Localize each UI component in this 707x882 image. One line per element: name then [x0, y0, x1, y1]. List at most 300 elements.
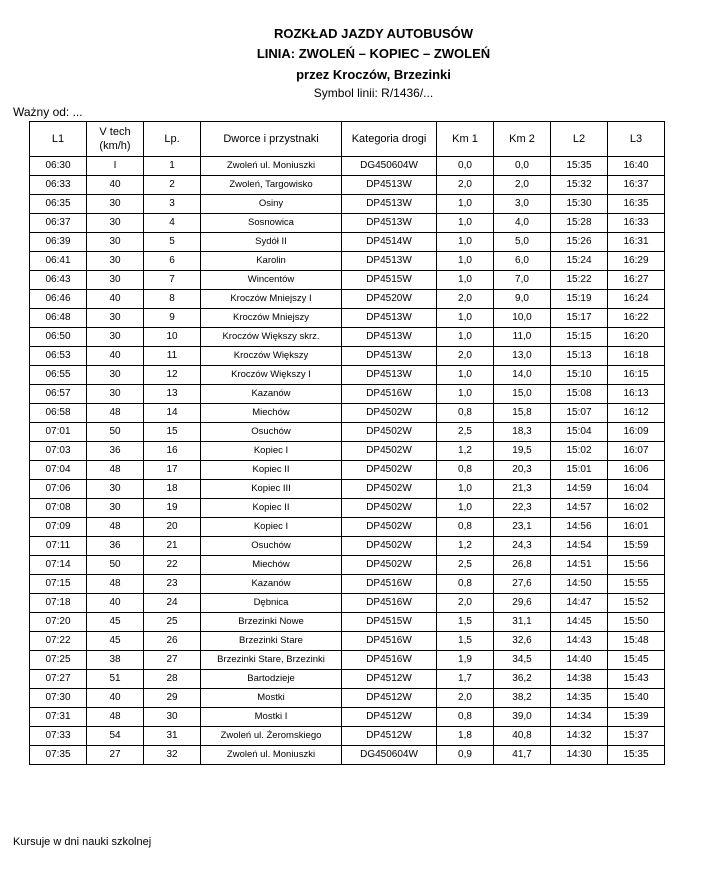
table-cell: 40	[87, 290, 144, 309]
table-cell: 14:51	[551, 556, 608, 575]
table-cell: Brzezinki Stare, Brzezinki	[201, 651, 342, 670]
table-cell: 13	[144, 385, 201, 404]
table-cell: 26,8	[494, 556, 551, 575]
table-cell: DP4512W	[342, 670, 437, 689]
timetable-title: ROZKŁAD JAZDY AUTOBUSÓW	[273, 26, 474, 41]
table-cell: DP4512W	[342, 708, 437, 727]
table-row	[30, 575, 665, 594]
table-cell: 15:07	[551, 404, 608, 423]
table-cell: 1,0	[437, 385, 494, 404]
table-cell: DP4512W	[342, 689, 437, 708]
table-cell: DP4513W	[342, 252, 437, 271]
table-cell: 1,9	[437, 651, 494, 670]
table-row	[30, 176, 665, 195]
table-cell: 3	[144, 195, 201, 214]
table-cell: 14:50	[551, 575, 608, 594]
table-cell: 1,0	[437, 195, 494, 214]
table-cell: 16:07	[608, 442, 665, 461]
table-cell: 15:35	[608, 746, 665, 765]
table-cell: 0,8	[437, 518, 494, 537]
table-cell: Bartodzieje	[201, 670, 342, 689]
column-header: Kategoria drogi	[342, 122, 437, 157]
table-cell: 1,2	[437, 537, 494, 556]
table-cell: 54	[87, 727, 144, 746]
table-cell: Kroczów Większy I	[201, 366, 342, 385]
table-cell: DP4513W	[342, 366, 437, 385]
table-cell: Kroczów Mniejszy I	[201, 290, 342, 309]
table-cell: DP4516W	[342, 651, 437, 670]
table-cell: 15:08	[551, 385, 608, 404]
table-cell: DP4513W	[342, 195, 437, 214]
table-cell: 2,5	[437, 423, 494, 442]
table-row	[30, 233, 665, 252]
table-row	[30, 195, 665, 214]
table-cell: 0,8	[437, 404, 494, 423]
table-cell: 16:18	[608, 347, 665, 366]
table-cell: Osuchów	[201, 537, 342, 556]
table-cell: 07:22	[30, 632, 87, 651]
table-cell: 34,5	[494, 651, 551, 670]
table-cell: 40	[87, 689, 144, 708]
table-cell: 19,5	[494, 442, 551, 461]
table-cell: 39,0	[494, 708, 551, 727]
table-cell: 16:06	[608, 461, 665, 480]
table-row	[30, 480, 665, 499]
table-cell: 2,0	[437, 176, 494, 195]
table-cell: 31	[144, 727, 201, 746]
table-cell: 12	[144, 366, 201, 385]
table-cell: 14:57	[551, 499, 608, 518]
table-cell: 14,0	[494, 366, 551, 385]
table-cell: Sydół II	[201, 233, 342, 252]
table-cell: 14:32	[551, 727, 608, 746]
table-cell: 15:35	[551, 157, 608, 176]
table-cell: 7,0	[494, 271, 551, 290]
table-cell: 16:40	[608, 157, 665, 176]
table-cell: 1,0	[437, 366, 494, 385]
table-cell: 15:10	[551, 366, 608, 385]
table-cell: DP4520W	[342, 290, 437, 309]
table-cell: 20,3	[494, 461, 551, 480]
table-row	[30, 423, 665, 442]
table-cell: 11	[144, 347, 201, 366]
table-header-row	[30, 122, 665, 157]
table-cell: 07:31	[30, 708, 87, 727]
table-cell: 15:17	[551, 309, 608, 328]
table-cell: 15:56	[608, 556, 665, 575]
table-cell: DP4502W	[342, 480, 437, 499]
table-cell: 30	[87, 271, 144, 290]
table-cell: 1,5	[437, 632, 494, 651]
table-cell: 30	[87, 328, 144, 347]
table-cell: 15:32	[551, 176, 608, 195]
table-cell: 16:35	[608, 195, 665, 214]
table-cell: 06:37	[30, 214, 87, 233]
table-cell: DP4502W	[342, 499, 437, 518]
table-cell: 07:11	[30, 537, 87, 556]
table-cell: Zwoleń, Targowisko	[201, 176, 342, 195]
table-cell: Kazanów	[201, 385, 342, 404]
table-cell: 31,1	[494, 613, 551, 632]
table-cell: DP4515W	[342, 271, 437, 290]
table-cell: Kroczów Większy	[201, 347, 342, 366]
table-cell: 1,0	[437, 233, 494, 252]
table-row	[30, 537, 665, 556]
table-cell: 28	[144, 670, 201, 689]
table-cell: I	[87, 157, 144, 176]
column-header: Dworce i przystnaki	[201, 122, 342, 157]
table-cell: 30	[87, 214, 144, 233]
table-cell: DP4513W	[342, 309, 437, 328]
table-cell: Zwoleń ul. Moniuszki	[201, 746, 342, 765]
table-cell: 30	[87, 233, 144, 252]
table-cell: 13,0	[494, 347, 551, 366]
table-cell: 1,0	[437, 499, 494, 518]
table-cell: 16:20	[608, 328, 665, 347]
table-cell: 36,2	[494, 670, 551, 689]
table-cell: 4	[144, 214, 201, 233]
table-cell: 1	[144, 157, 201, 176]
table-cell: 0,8	[437, 575, 494, 594]
table-cell: 15:48	[608, 632, 665, 651]
table-cell: 15:02	[551, 442, 608, 461]
table-cell: Kroczów Mniejszy	[201, 309, 342, 328]
table-cell: 30	[144, 708, 201, 727]
table-cell: 06:41	[30, 252, 87, 271]
table-cell: 15:50	[608, 613, 665, 632]
table-cell: 16:24	[608, 290, 665, 309]
table-cell: 14:54	[551, 537, 608, 556]
table-cell: 16:04	[608, 480, 665, 499]
table-row	[30, 309, 665, 328]
table-cell: 5	[144, 233, 201, 252]
table-row	[30, 366, 665, 385]
table-cell: 30	[87, 499, 144, 518]
table-cell: DG450604W	[342, 157, 437, 176]
table-cell: 06:35	[30, 195, 87, 214]
table-row	[30, 347, 665, 366]
table-row	[30, 632, 665, 651]
table-cell: Zwoleń ul. Moniuszki	[201, 157, 342, 176]
table-row	[30, 461, 665, 480]
table-row	[30, 328, 665, 347]
table-cell: 16:12	[608, 404, 665, 423]
table-cell: 2,0	[437, 290, 494, 309]
table-cell: 1,8	[437, 727, 494, 746]
table-cell: 38,2	[494, 689, 551, 708]
table-cell: Zwoleń ul. Żeromskiego	[201, 727, 342, 746]
table-cell: DP4516W	[342, 575, 437, 594]
table-cell: 16:01	[608, 518, 665, 537]
table-cell: 17	[144, 461, 201, 480]
table-cell: 30	[87, 309, 144, 328]
table-cell: 15:55	[608, 575, 665, 594]
table-row	[30, 499, 665, 518]
table-cell: 21,3	[494, 480, 551, 499]
table-cell: 16:22	[608, 309, 665, 328]
table-cell: DP4502W	[342, 442, 437, 461]
table-row	[30, 556, 665, 575]
table-row	[30, 670, 665, 689]
table-cell: 15:30	[551, 195, 608, 214]
table-cell: 14:38	[551, 670, 608, 689]
table-row	[30, 651, 665, 670]
table-cell: 6,0	[494, 252, 551, 271]
table-cell: 30	[87, 480, 144, 499]
table-cell: 0,8	[437, 461, 494, 480]
table-cell: 15:28	[551, 214, 608, 233]
table-cell: DP4513W	[342, 214, 437, 233]
table-cell: 10,0	[494, 309, 551, 328]
table-cell: 38	[87, 651, 144, 670]
table-cell: Wincentów	[201, 271, 342, 290]
table-cell: 9,0	[494, 290, 551, 309]
table-cell: 07:09	[30, 518, 87, 537]
table-cell: 24	[144, 594, 201, 613]
timetable	[29, 121, 665, 765]
table-cell: Brzezinki Stare	[201, 632, 342, 651]
table-cell: 1,0	[437, 271, 494, 290]
table-cell: 14:30	[551, 746, 608, 765]
table-cell: 16:02	[608, 499, 665, 518]
table-cell: 1,2	[437, 442, 494, 461]
table-cell: 45	[87, 632, 144, 651]
table-row	[30, 689, 665, 708]
table-cell: 07:27	[30, 670, 87, 689]
table-cell: 2	[144, 176, 201, 195]
table-cell: 1,0	[437, 328, 494, 347]
table-cell: 07:25	[30, 651, 87, 670]
table-cell: 18,3	[494, 423, 551, 442]
table-cell: 16:29	[608, 252, 665, 271]
table-cell: 1,0	[437, 214, 494, 233]
table-cell: 0,8	[437, 708, 494, 727]
table-cell: 27	[87, 746, 144, 765]
table-cell: 22,3	[494, 499, 551, 518]
table-cell: Karolin	[201, 252, 342, 271]
table-cell: 15,0	[494, 385, 551, 404]
table-cell: 1,0	[437, 480, 494, 499]
table-cell: 15:39	[608, 708, 665, 727]
table-cell: 07:08	[30, 499, 87, 518]
table-cell: 06:33	[30, 176, 87, 195]
table-cell: 27	[144, 651, 201, 670]
table-cell: 14:47	[551, 594, 608, 613]
table-cell: DP4502W	[342, 518, 437, 537]
route-via: przez Kroczów, Brzezinki	[296, 67, 451, 82]
table-cell: DP4513W	[342, 347, 437, 366]
table-cell: 48	[87, 404, 144, 423]
table-cell: 40	[87, 594, 144, 613]
table-cell: 1,7	[437, 670, 494, 689]
table-cell: 15:59	[608, 537, 665, 556]
table-cell: 0,9	[437, 746, 494, 765]
column-header: L1	[30, 122, 87, 157]
table-cell: 1,0	[437, 309, 494, 328]
table-row	[30, 708, 665, 727]
table-cell: DP4502W	[342, 461, 437, 480]
table-cell: 45	[87, 613, 144, 632]
table-cell: 07:20	[30, 613, 87, 632]
table-cell: 06:50	[30, 328, 87, 347]
table-cell: 19	[144, 499, 201, 518]
table-cell: 06:46	[30, 290, 87, 309]
table-cell: 06:57	[30, 385, 87, 404]
table-cell: DP4512W	[342, 727, 437, 746]
table-row	[30, 252, 665, 271]
table-cell: Miechów	[201, 556, 342, 575]
table-cell: 8	[144, 290, 201, 309]
table-cell: 30	[87, 252, 144, 271]
column-header: Km 1	[437, 122, 494, 157]
table-row	[30, 385, 665, 404]
table-cell: 15:15	[551, 328, 608, 347]
table-cell: 15:43	[608, 670, 665, 689]
table-cell: 14:43	[551, 632, 608, 651]
table-cell: Miechów	[201, 404, 342, 423]
table-cell: 15:19	[551, 290, 608, 309]
table-row	[30, 613, 665, 632]
table-cell: 9	[144, 309, 201, 328]
table-cell: DP4502W	[342, 423, 437, 442]
table-cell: 0,0	[437, 157, 494, 176]
table-cell: 07:03	[30, 442, 87, 461]
table-cell: 24,3	[494, 537, 551, 556]
table-cell: 26	[144, 632, 201, 651]
table-cell: DP4513W	[342, 176, 437, 195]
table-cell: 11,0	[494, 328, 551, 347]
table-cell: 16:09	[608, 423, 665, 442]
table-cell: 14:35	[551, 689, 608, 708]
table-cell: 30	[87, 195, 144, 214]
table-row	[30, 214, 665, 233]
table-cell: 06:39	[30, 233, 87, 252]
table-cell: 3,0	[494, 195, 551, 214]
table-cell: 15:37	[608, 727, 665, 746]
table-row	[30, 290, 665, 309]
table-cell: 07:33	[30, 727, 87, 746]
table-cell: Kopiec I	[201, 442, 342, 461]
table-cell: 15:52	[608, 594, 665, 613]
line-symbol: Symbol linii: R/1436/...	[313, 86, 434, 100]
table-cell: 07:18	[30, 594, 87, 613]
table-cell: Brzezinki Nowe	[201, 613, 342, 632]
table-cell: Kopiec II	[201, 461, 342, 480]
table-cell: 15,8	[494, 404, 551, 423]
table-cell: Kopiec I	[201, 518, 342, 537]
table-cell: 40	[87, 176, 144, 195]
table-cell: 14:56	[551, 518, 608, 537]
table-cell: DP4515W	[342, 613, 437, 632]
table-cell: 2,0	[437, 594, 494, 613]
table-cell: 15:01	[551, 461, 608, 480]
table-cell: 41,7	[494, 746, 551, 765]
table-cell: DP4502W	[342, 537, 437, 556]
table-cell: 15:13	[551, 347, 608, 366]
table-cell: DP4516W	[342, 594, 437, 613]
table-cell: 32,6	[494, 632, 551, 651]
table-cell: 07:35	[30, 746, 87, 765]
table-cell: 48	[87, 708, 144, 727]
table-cell: 14:45	[551, 613, 608, 632]
table-cell: 29	[144, 689, 201, 708]
table-cell: 4,0	[494, 214, 551, 233]
table-row	[30, 746, 665, 765]
table-cell: 16:31	[608, 233, 665, 252]
table-cell: DP4513W	[342, 328, 437, 347]
table-cell: 36	[87, 442, 144, 461]
table-cell: 1,0	[437, 252, 494, 271]
table-row	[30, 518, 665, 537]
table-cell: 2,0	[494, 176, 551, 195]
table-cell: 1,5	[437, 613, 494, 632]
table-row	[30, 442, 665, 461]
table-cell: 30	[87, 385, 144, 404]
table-cell: 06:53	[30, 347, 87, 366]
table-cell: 10	[144, 328, 201, 347]
table-cell: 27,6	[494, 575, 551, 594]
table-cell: 15:40	[608, 689, 665, 708]
table-cell: DP4502W	[342, 556, 437, 575]
table-cell: Kroczów Większy skrz.	[201, 328, 342, 347]
table-cell: 07:01	[30, 423, 87, 442]
table-row	[30, 727, 665, 746]
table-cell: 7	[144, 271, 201, 290]
table-cell: 2,5	[437, 556, 494, 575]
table-cell: 06:48	[30, 309, 87, 328]
table-cell: 06:58	[30, 404, 87, 423]
table-cell: 36	[87, 537, 144, 556]
table-cell: 14:40	[551, 651, 608, 670]
table-cell: 40	[87, 347, 144, 366]
table-cell: 06:43	[30, 271, 87, 290]
table-cell: Sosnowica	[201, 214, 342, 233]
column-header: V tech (km/h)	[87, 122, 144, 157]
table-cell: 29,6	[494, 594, 551, 613]
table-cell: 16:15	[608, 366, 665, 385]
table-cell: Dębnica	[201, 594, 342, 613]
table-cell: 07:15	[30, 575, 87, 594]
table-cell: 48	[87, 461, 144, 480]
table-cell: DP4516W	[342, 385, 437, 404]
table-cell: 22	[144, 556, 201, 575]
table-cell: 06:30	[30, 157, 87, 176]
column-header: Lp.	[144, 122, 201, 157]
table-cell: 51	[87, 670, 144, 689]
table-cell: Kopiec II	[201, 499, 342, 518]
table-cell: 20	[144, 518, 201, 537]
table-cell: Mostki I	[201, 708, 342, 727]
table-cell: 23,1	[494, 518, 551, 537]
table-cell: 14:34	[551, 708, 608, 727]
table-row	[30, 594, 665, 613]
column-header: L3	[608, 122, 665, 157]
table-cell: 16:13	[608, 385, 665, 404]
table-cell: 32	[144, 746, 201, 765]
table-cell: DP4502W	[342, 404, 437, 423]
table-cell: 48	[87, 575, 144, 594]
table-cell: 15	[144, 423, 201, 442]
table-cell: 15:26	[551, 233, 608, 252]
table-cell: 15:24	[551, 252, 608, 271]
table-row	[30, 271, 665, 290]
valid-from: Ważny od: ...	[13, 105, 83, 119]
table-cell: 2,0	[437, 689, 494, 708]
table-cell: 15:04	[551, 423, 608, 442]
table-cell: 16:33	[608, 214, 665, 233]
table-cell: 16	[144, 442, 201, 461]
table-cell: 16:27	[608, 271, 665, 290]
